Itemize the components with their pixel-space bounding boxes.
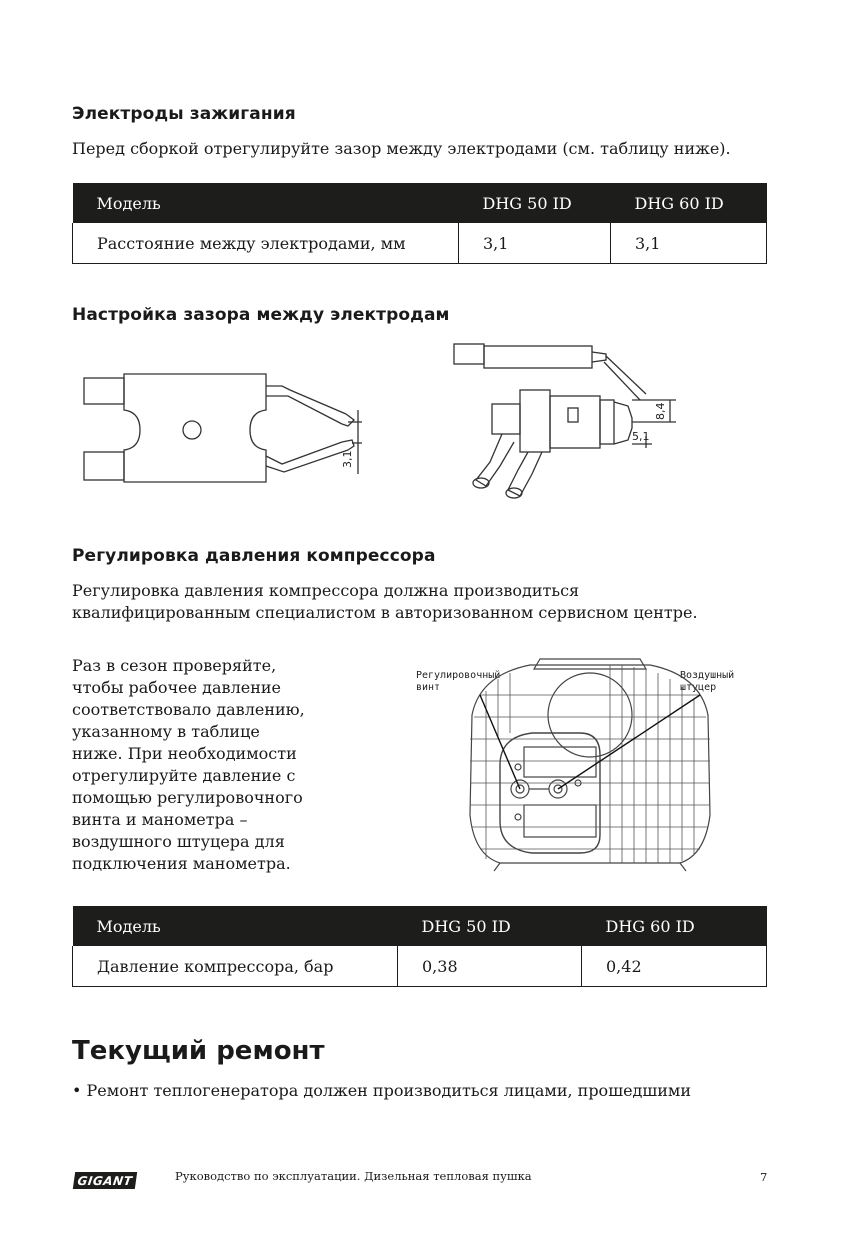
label-air-fitting: Воздушный штуцер [680,670,735,693]
section-title-gap-setting: Настройка зазора между электродам [72,305,450,325]
body-line: ниже. При необходимости [72,744,297,763]
table-header-row [73,906,767,946]
compressor-intro-line1: Регулировка давления компрессора должна производиться [72,581,580,600]
table-header-row [73,183,767,223]
dimension-horizontal: 5,1 [632,430,650,443]
body-line: указанному в таблице [72,722,260,741]
header-dhg50: DHG 50 ID [459,183,611,223]
body-line: винта и манометра – [72,810,248,829]
body-line: подключения манометра. [72,854,291,873]
table-row [73,946,767,987]
body-line: чтобы рабочее давление [72,678,281,697]
header-model: Модель [73,183,459,223]
body-line: воздушного штуцера для [72,832,285,851]
row-label: Давление компрессора, бар [73,946,398,987]
footer-caption: Руководство по эксплуатации. Дизельная тепловая пушка [175,1169,532,1183]
header-model: Модель [73,906,398,946]
value-dhg60: 0,42 [582,946,767,987]
body-line: отрегулируйте давление с [72,766,296,785]
electrode-gap-table [72,183,767,264]
value-dhg50: 0,38 [398,946,582,987]
header-dhg50: DHG 50 ID [398,906,582,946]
body-line: Раз в сезон проверяйте, [72,656,277,675]
body-line: соответствовало давлению, [72,700,305,719]
electrode-side-view [454,344,676,498]
protective-grille [470,665,710,863]
gigant-logo: GIGANT [73,1172,137,1189]
maintenance-bullet: • Ремонт теплогенератора должен производиться лицами, прошедшими [72,1081,692,1100]
table-row [73,223,767,264]
section-title-maintenance: Текущий ремонт [72,1036,325,1066]
dimension-vertical: 8,4 [654,402,667,420]
value-dhg60: 3,1 [611,223,767,264]
callout-lines [480,695,700,789]
compressor-pressure-table [72,906,767,987]
label-adjusting-screw: Регулировочный винт [416,670,501,693]
electrode-diagrams [72,340,772,515]
compressor-diagram [460,655,720,875]
header-dhg60: DHG 60 ID [611,183,767,223]
body-line: помощью регулировочного [72,788,303,807]
section-title-ignition-electrodes: Электроды зажигания [72,104,296,124]
compressor-body-text [72,655,392,875]
header-dhg60: DHG 60 ID [582,906,767,946]
value-dhg50: 3,1 [459,223,611,264]
row-label: Расстояние между электродами, мм [73,223,459,264]
section-title-compressor: Регулировка давления компрессора [72,546,436,566]
electrode-front-view [84,374,362,482]
compressor-intro-line2: квалифицированным специалистом в авторизованном сервисном центре. [72,603,698,622]
gap-dimension-left: 3,1 [341,450,354,468]
page-number: 7 [760,1170,768,1184]
intro-text-electrodes: Перед сборкой отрегулируйте зазор между электродами (см. таблицу ниже). [72,139,731,158]
